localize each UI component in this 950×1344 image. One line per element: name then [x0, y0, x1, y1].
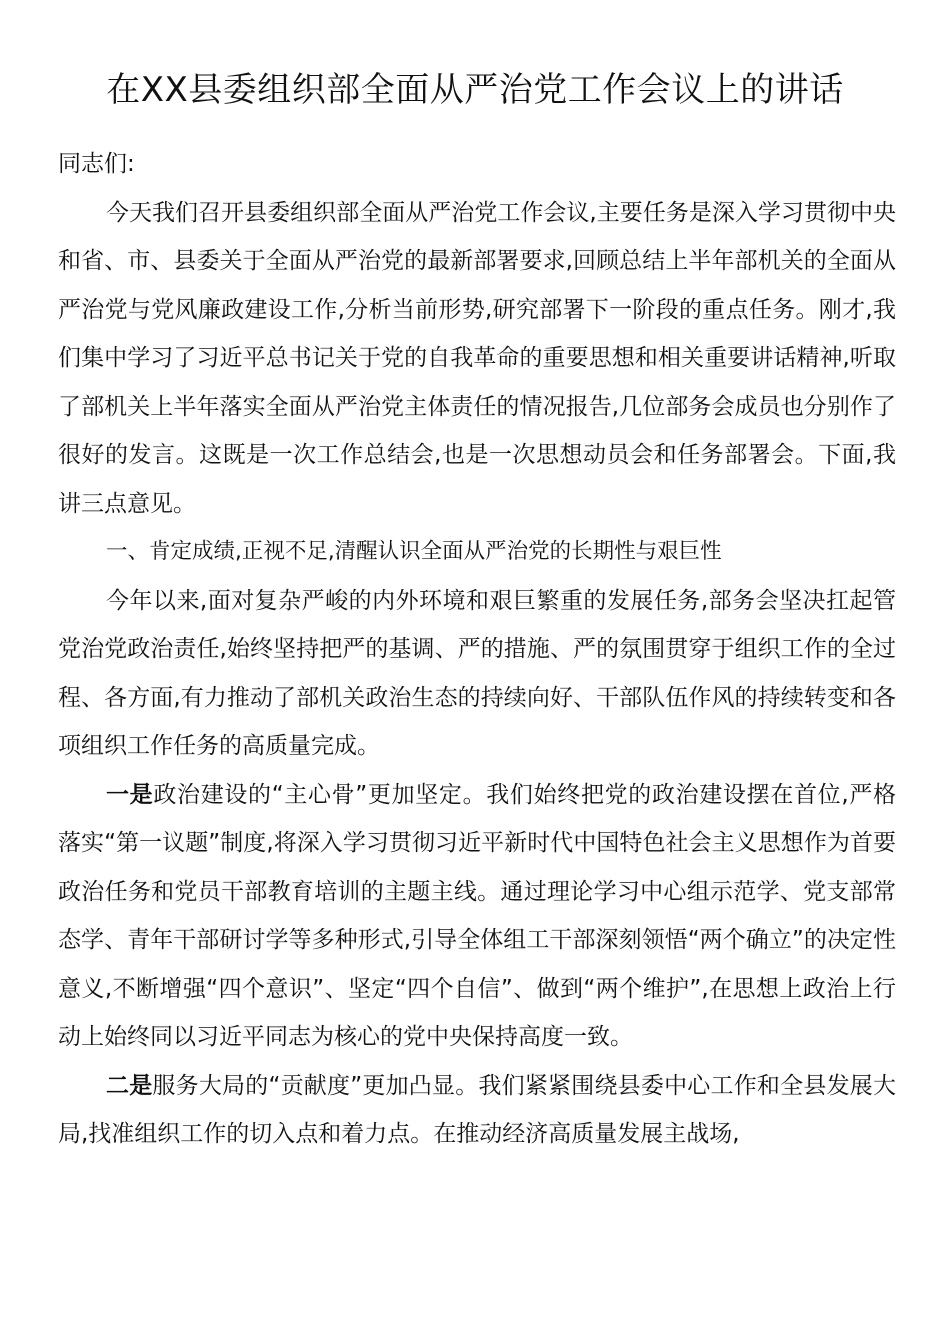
point-1-lead: 一是	[106, 781, 154, 808]
point-1-text: 政治建设的“主心骨”更加坚定。我们始终把党的政治建设摆在首位,严格落实“第一议题”制度,将深入学习贯彻习近平新时代中国特色社会主义思想作为首要政治任务和党员干部教育培训的主题主线。通过理论学习中心组示范学、党支部常态学、青年干部研讨学等多种形式,引导全体组工干部深刻领悟“两个确立”的决定性意义,不断增强“四个意识”、坚定“四个自信”、做到“两个维护”,在思想上政治上行动上始终同以习近平同志为核心的党中央保持高度一致。	[58, 781, 896, 1050]
section-heading-1: 一、肯定成绩,正视不足,清醒认识全面从严治党的长期性与艰巨性	[106, 539, 722, 564]
document-title: 在XX县委组织部全面从严治党工作会议上的讲话	[106, 70, 844, 110]
point-2-text: 服务大局的“贡献度”更加凸显。我们紧紧围绕县委中心工作和全县发展大局,找准组织工作的切入点和着力点。在推动经济高质量发展主战场,	[58, 1072, 896, 1147]
point-1-paragraph	[58, 771, 896, 1062]
point-2-lead: 二是	[106, 1072, 153, 1099]
section-1-intro-paragraph: 今年以来,面对复杂严峻的内外环境和艰巨繁重的发展任务,部务会坚决扛起管党治党政治责任,始终坚持把严的基调、严的措施、严的氛围贯穿于组织工作的全过程、各方面,有力推动了部机关政治生态的持续向好、干部队伍作风的持续转变和各项组织工作任务的高质量完成。	[58, 587, 896, 759]
intro-paragraph: 今天我们召开县委组织部全面从严治党工作会议,主要任务是深入学习贯彻中央和省、市、县委关于全面从严治党的最新部署要求,回顾总结上半年部机关的全面从严治党与党风廉政建设工作,分析当前形势,研究部署下一阶段的重点任务。刚才,我们集中学习了习近平总书记关于党的自我革命的重要思想和相关重要讲话精神,听取了部机关上半年落实全面从严治党主体责任的情况报告,几位部务会成员也分别作了很好的发言。这既是一次工作总结会,也是一次思想动员会和任务部署会。下面,我讲三点意见。	[58, 199, 896, 517]
document-body	[58, 140, 896, 1159]
point-2-paragraph	[58, 1062, 896, 1159]
salutation: 同志们:	[58, 151, 135, 177]
